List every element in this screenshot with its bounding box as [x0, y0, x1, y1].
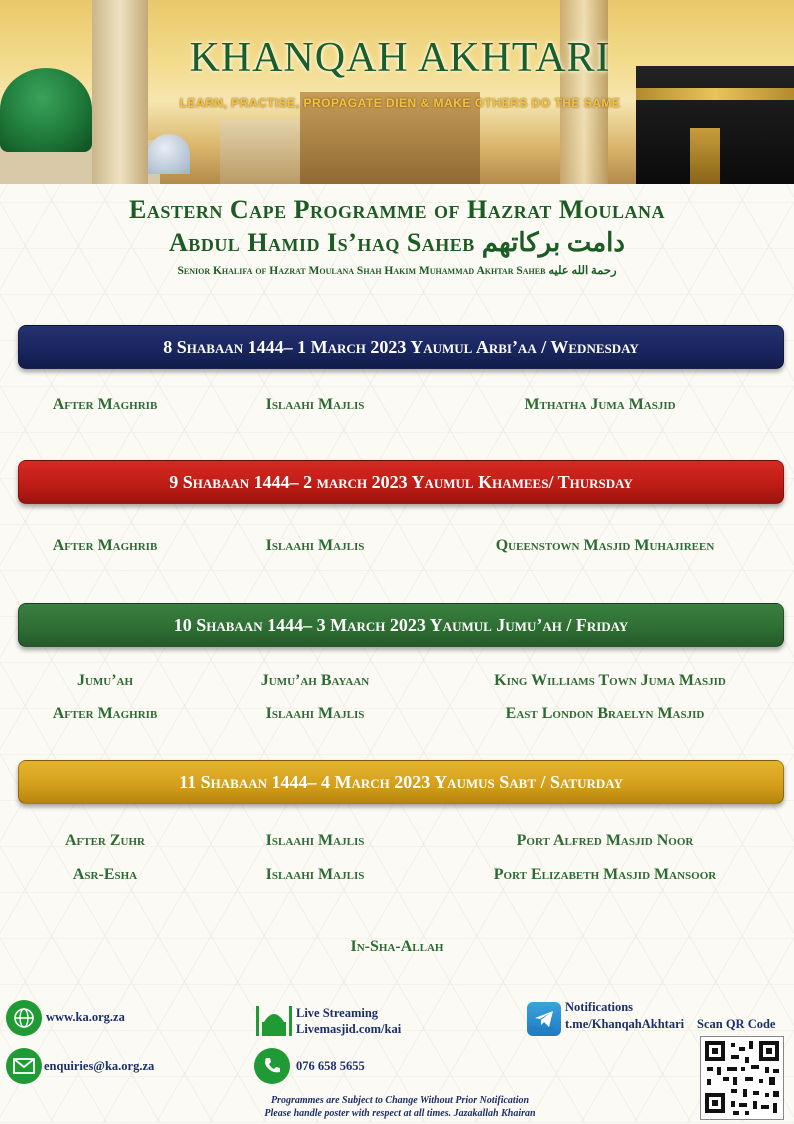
phone-number[interactable]: 076 658 5655 — [296, 1059, 365, 1073]
schedule-event: Islaahi Majlis — [265, 866, 365, 883]
schedule-event: Islaahi Majlis — [265, 396, 365, 413]
minaret-image — [560, 0, 608, 184]
live-streaming-label: Live Streaming — [296, 1006, 379, 1020]
schedule-event: Islaahi Majlis — [265, 832, 365, 849]
programme-subtitle: Senior Khalifa of Hazrat Moulana Shah Hakim Muhammad Akhtar Saheb رحمة الله عليه — [177, 265, 617, 277]
disclaimer-line: Please handle poster with respect at all times. Jazakallah Khairan — [264, 1108, 536, 1119]
schedule-time: Asr-Esha — [72, 866, 138, 883]
insha-allah-text: In-Sha-Allah — [350, 938, 444, 955]
green-dome-image — [0, 68, 92, 152]
schedule-time: After Zuhr — [64, 832, 145, 849]
schedule-time: After Maghrib — [52, 705, 158, 722]
telegram-link[interactable]: t.me/KhanqahAkhtari — [565, 1017, 685, 1031]
schedule-event: Jumu’ah Bayaan — [260, 672, 370, 689]
schedule-event: Islaahi Majlis — [265, 537, 365, 554]
telegram-icon-label: Telegram — [529, 1026, 554, 1032]
schedule-time: After Maghrib — [52, 396, 158, 413]
schedule-venue: East London Braelyn Masjid — [505, 705, 705, 722]
minaret-image — [92, 0, 148, 184]
schedule-time: After Maghrib — [52, 537, 158, 554]
programme-title-line2: Abdul Hamid Is’haq Saheb دامت برکاتهم — [169, 228, 625, 257]
schedule-venue: King Williams Town Juma Masjid — [494, 672, 726, 689]
kaaba-band — [636, 88, 794, 100]
site-title: KHANQAH AKHTARI — [189, 35, 611, 81]
email-link[interactable]: enquiries@ka.org.za — [44, 1059, 155, 1073]
notifications-label: Notifications — [565, 1000, 634, 1014]
schedule-venue: Mthatha Juma Masjid — [524, 396, 676, 413]
kaaba-door — [690, 128, 720, 184]
site-tagline: LEARN, PRACTISE, PROPAGATE DIEN & MAKE OTHERS DO THE SAME — [179, 96, 621, 110]
qr-code[interactable] — [700, 1036, 784, 1120]
silver-dome-image — [148, 134, 190, 174]
schedule-time: Jumu’ah — [76, 672, 134, 689]
day-header-saturday: 11 Shabaan 1444– 4 March 2023 Yaumus Sabt / Saturday — [18, 760, 784, 804]
schedule-venue: Port Alfred Masjid Noor — [516, 832, 694, 849]
day-header-friday: 10 Shabaan 1444– 3 March 2023 Yaumul Jumu’ah / Friday — [18, 603, 784, 647]
schedule-venue: Queenstown Masjid Muhajireen — [495, 537, 715, 554]
phone-icon — [254, 1048, 290, 1084]
day-header-thursday: 9 Shabaan 1444– 2 march 2023 Yaumul Khamees/ Thursday — [18, 460, 784, 504]
website-link[interactable]: www.ka.org.za — [46, 1010, 125, 1024]
mosque-icon — [254, 1000, 294, 1036]
mail-icon — [6, 1048, 42, 1084]
day-header-wednesday: 8 Shabaan 1444– 1 March 2023 Yaumul Arbi’aa / Wednesday — [18, 325, 784, 369]
programme-title-line1: Eastern Cape Programme of Hazrat Moulana — [129, 195, 665, 224]
schedule-venue: Port Elizabeth Masjid Mansoor — [493, 866, 717, 883]
globe-icon — [6, 1000, 42, 1036]
disclaimer — [220, 1094, 580, 1120]
schedule-event: Islaahi Majlis — [265, 705, 365, 722]
live-streaming-link[interactable]: Livemasjid.com/kai — [296, 1022, 402, 1036]
header-banner — [0, 0, 794, 184]
disclaimer-line: Programmes are Subject to Change Without Prior Notification — [270, 1095, 530, 1106]
qr-label: Scan QR Code — [697, 1017, 776, 1031]
